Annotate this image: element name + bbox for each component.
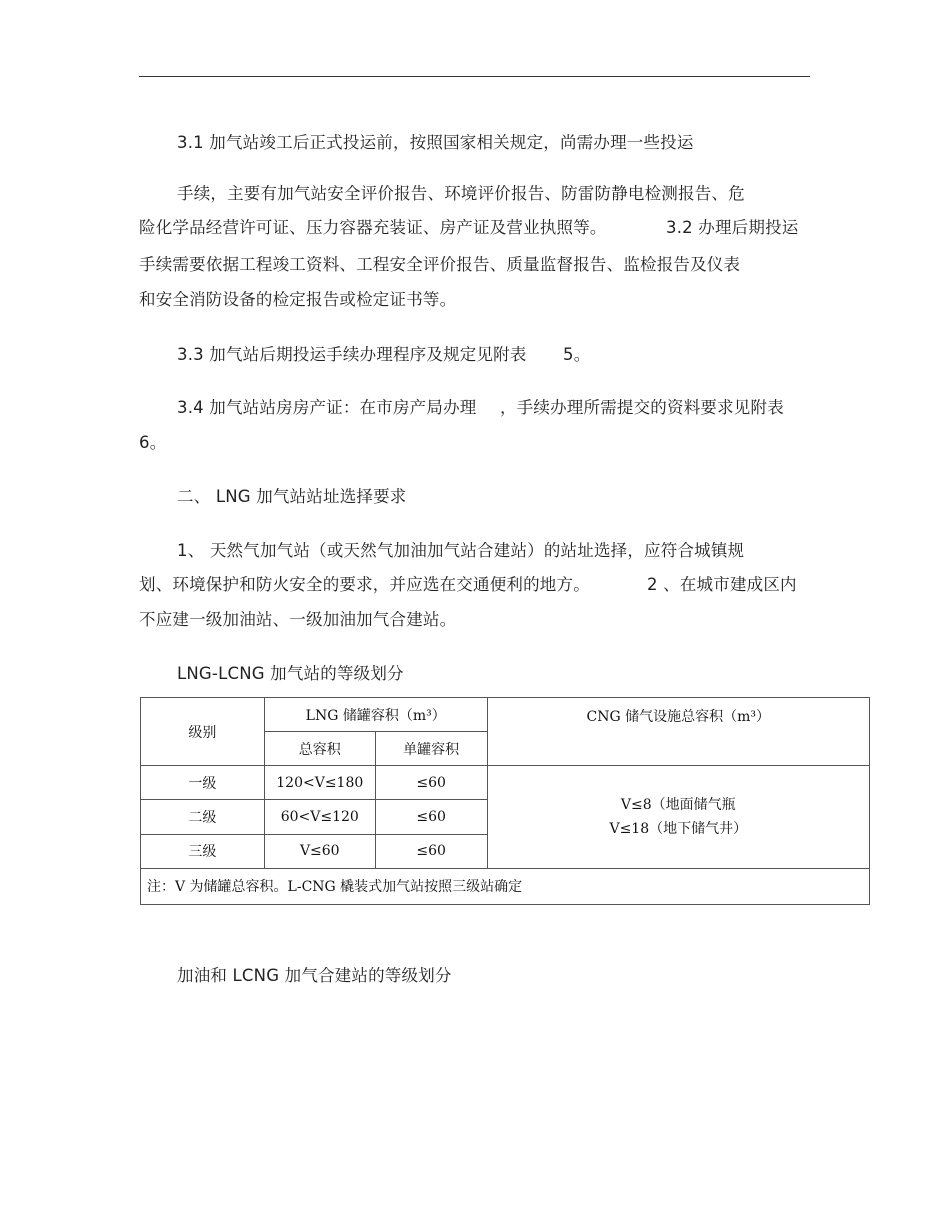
header-total-volume: 总容积 [264, 732, 375, 766]
row-total: 60<V≤120 [264, 800, 375, 834]
paragraph-3-2-start: 3.2 办理后期投运 [666, 218, 799, 237]
section-heading: 二、 LNG 加气站站址选择要求 [177, 487, 407, 506]
paragraph-3-4-ref: 6。 [139, 433, 167, 452]
paragraph-line: 手续需要依据工程竣工资料、工程安全评价报告、质量监督报告、监检报告及仪表 [139, 255, 741, 274]
header-grade: 级别 [141, 698, 265, 766]
row-single: ≤60 [375, 766, 487, 800]
row-grade: 三级 [141, 834, 265, 868]
paragraph-3-3: 3.3 加气站后期投运手续办理程序及规定见附表 [177, 345, 527, 364]
cng-volume-cell [487, 766, 869, 868]
cng-line-1: V≤8（地面储气瓶 [620, 797, 736, 814]
cng-line-2: V≤18（地下储气井） [609, 821, 748, 838]
paragraph-line: 不应建一级加油站、一级加油加气合建站。 [139, 610, 457, 629]
paragraph-3-4: 3.4 加气站站房房产证：在市房产局办理 [177, 398, 477, 417]
paragraph-3-3-ref: 5。 [563, 345, 591, 364]
row-total: 120<V≤180 [264, 766, 375, 800]
paragraph-item-2: 2 、在城市建成区内 [647, 575, 797, 594]
row-single: ≤60 [375, 800, 487, 834]
table-note: 注：V 为储罐总容积。L-CNG 橇装式加气站按照三级站确定 [141, 868, 870, 904]
table-caption: LNG-LCNG 加气站的等级划分 [177, 664, 404, 683]
paragraph-line: 和安全消防设备的检定报告或检定证书等。 [139, 290, 457, 309]
header-single-volume: 单罐容积 [375, 732, 487, 766]
paragraph-line: 险化学品经营许可证、压力容器充装证、房产证及营业执照等。 [139, 218, 607, 237]
row-grade: 二级 [141, 800, 265, 834]
paragraph-line: 手续，主要有加气站安全评价报告、环境评价报告、防雷防静电检测报告、危 [177, 184, 745, 203]
table-caption: 加油和 LCNG 加气合建站的等级划分 [177, 966, 452, 985]
header-lng: LNG 储罐容积（m³） [264, 698, 487, 732]
paragraph-line: 1、 天然气加气站（或天然气加油加气站合建站）的站址选择，应符合城镇规 [177, 541, 745, 560]
paragraph-3-1: 3.1 加气站竣工后正式投运前，按照国家相关规定，尚需办理一些投运 [177, 133, 694, 152]
header-rule [139, 76, 810, 77]
row-single: ≤60 [375, 834, 487, 868]
header-cng: CNG 储气设施总容积（m³） [487, 698, 869, 766]
paragraph-line: 划、环境保护和防火安全的要求，并应选在交通便利的地方。 [139, 575, 590, 594]
row-total: V≤60 [264, 834, 375, 868]
paragraph-3-4-cont: ，手续办理所需提交的资料要求见附表 [500, 398, 784, 417]
row-grade: 一级 [141, 766, 265, 800]
grade-table [140, 697, 870, 905]
